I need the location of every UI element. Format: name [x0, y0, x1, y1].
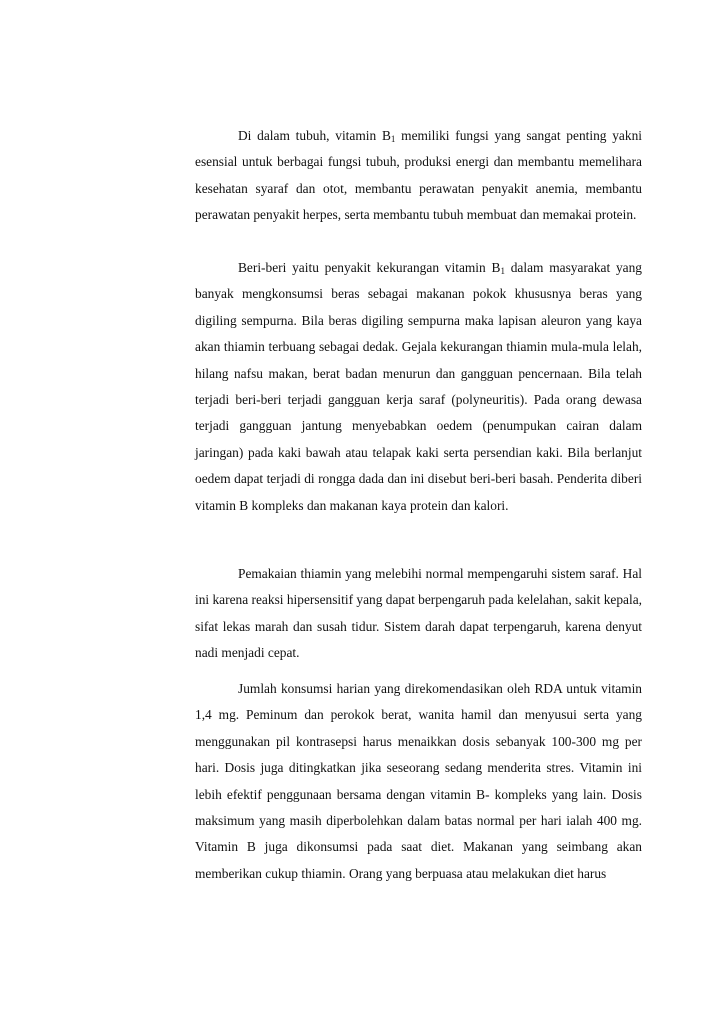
paragraph-beri-beri — [195, 255, 642, 519]
paragraph-vitamin-b1-function — [195, 123, 642, 229]
paragraph-thiamin-overdose: Pemakaian thiamin yang melebihi normal mempengaruhi sistem saraf. Hal ini karena reaksi hipersensitif yang dapat berpengaruh pada kelelahan, sakit kepala, sifat lekas marah dan susah tidur. Sistem darah dapat terpengaruh, karena denyut nadi menjadi cepat. — [195, 566, 642, 661]
subscript-1: 1 — [500, 266, 505, 276]
paragraph-text-end: memiliki fungsi yang sangat penting yakni esensial untuk berbagai fungsi tubuh, produksi energi dan membantu memelihara kesehatan syaraf dan otot, membantu perawatan penyakit anemia, membantu perawatan penyakit herpes, serta membantu tubuh membuat dan memakai protein. — [195, 128, 642, 223]
paragraph-daily-intake: Jumlah konsumsi harian yang direkomendasikan oleh RDA untuk vitamin 1,4 mg. Peminum dan perokok berat, wanita hamil dan menyusui serta yang menggunakan pil kontrasepsi harus menaikkan dosis sebanyak 100-300 mg per hari. Dosis juga ditingkatkan jika seseorang sedang menderita stres. Vitamin ini lebih efektif penggunaan bersama dengan vitamin B- kompleks yang lain. Dosis maksimum yang masih diperbolehkan dalam batas normal per hari ialah 400 mg. Vitamin B juga dikonsumsi pada saat diet. Makanan yang seimbang akan memberikan cukup thiamin. Orang yang berpuasa atau melakukan diet harus — [195, 681, 642, 881]
paragraph-text-end: dalam masyarakat yang banyak mengkonsumsi beras sebagai makanan pokok khususnya beras yang digiling sempurna. Bila beras digiling sempurna maka lapisan aleuron yang kaya akan thiamin terbuang sebagai dedak. Gejala kekurangan thiamin mula-mula lelah, hilang nafsu makan, berat badan menurun dan gangguan pencernaan. Bila telah terjadi beri-beri terjadi gangguan kerja saraf (polyneuritis). Pada orang dewasa terjadi gangguan jantung menyebabkan oedem (penumpukan cairan dalam jaringan) pada kaki bawah atau telapak kaki serta persendian kaki. Bila berlanjut oedem dapat terjadi di rongga dada dan ini disebut beri-beri basah. Penderita diberi vitamin B kompleks dan makanan kaya protein dan kalori. — [195, 260, 642, 513]
paragraph-text-start: Di dalam tubuh, vitamin B — [238, 128, 391, 143]
paragraph-text-start: Beri-beri yaitu penyakit kekurangan vitamin B — [238, 260, 501, 275]
subscript-1: 1 — [390, 134, 396, 144]
